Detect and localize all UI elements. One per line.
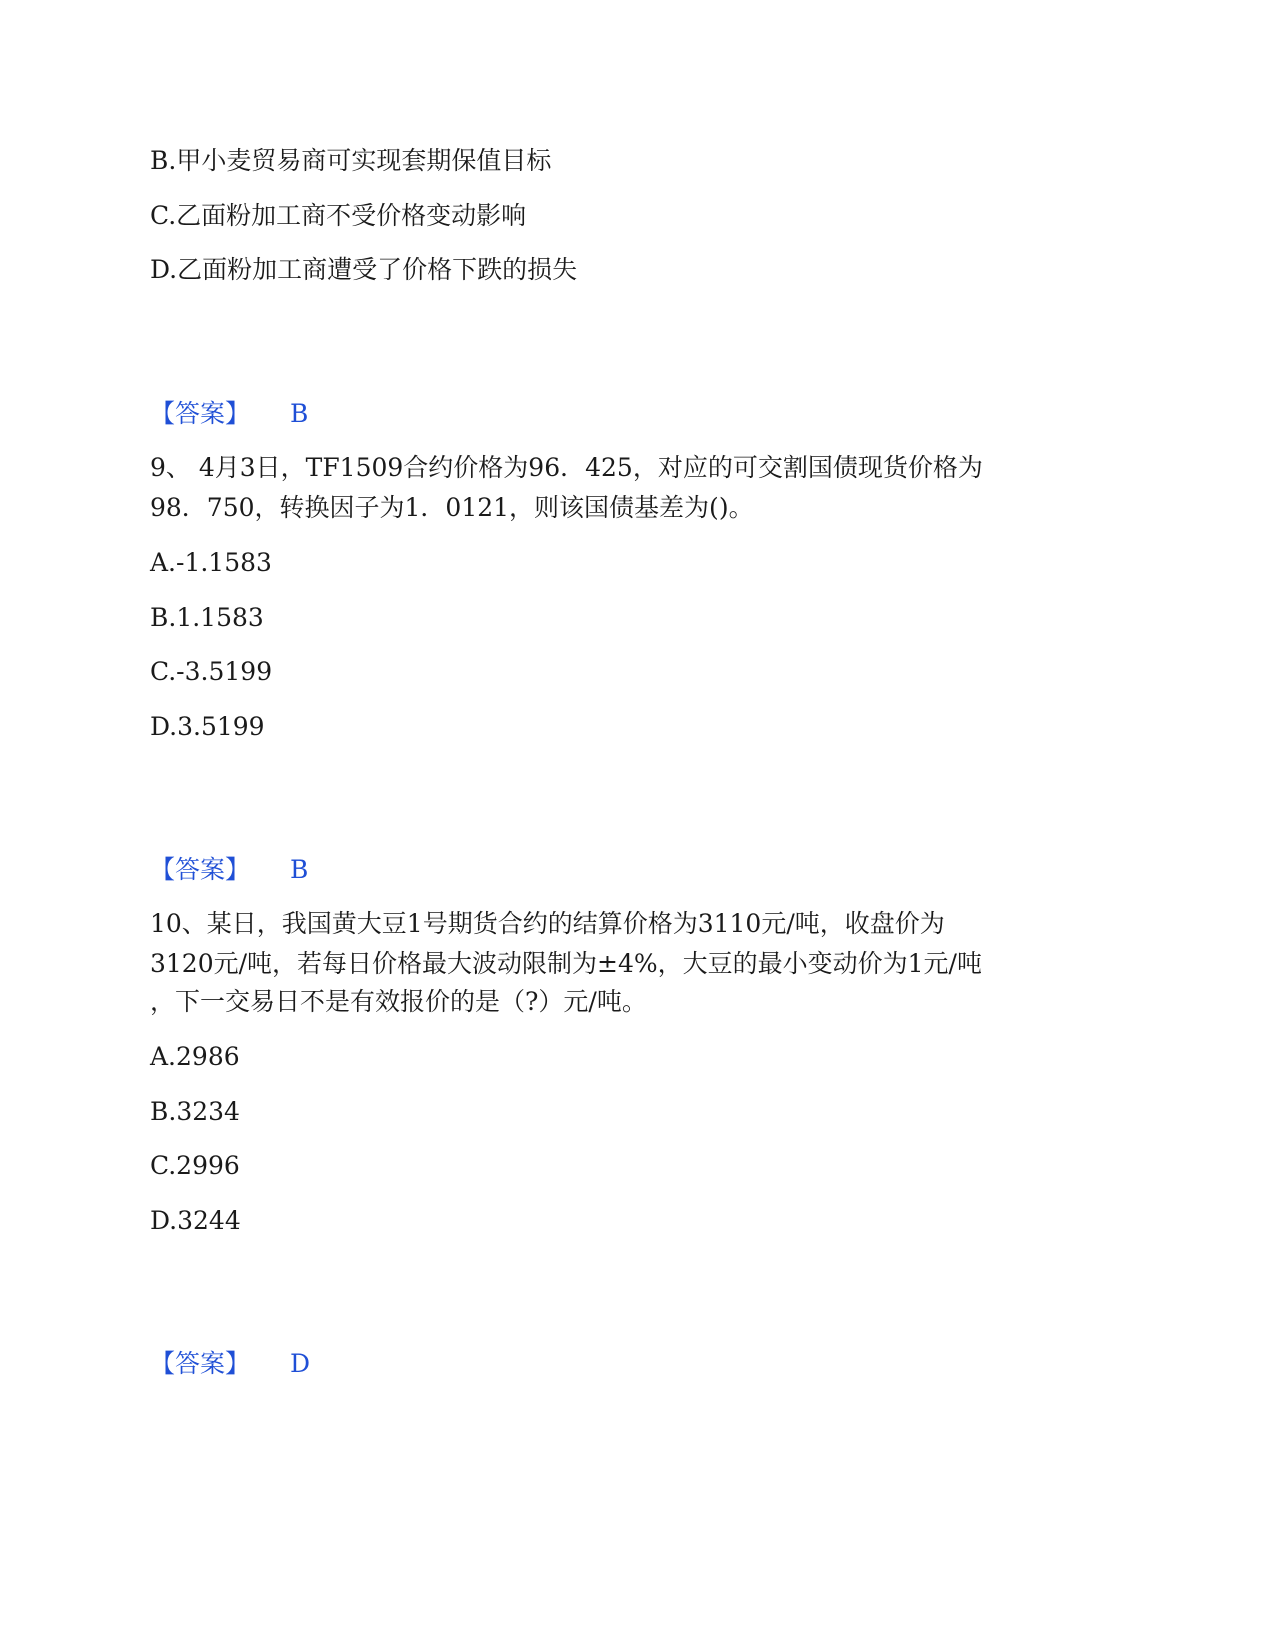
answer-value: B xyxy=(290,399,309,428)
q10-option-a: A.2986 xyxy=(150,1042,240,1071)
q8-option-b: B.甲小麦贸易商可实现套期保值目标 xyxy=(150,146,552,175)
q9-stem-line-2: 98．750，转换因子为1．0121，则该国债基差为()。 xyxy=(150,493,754,522)
q9-stem-line-1: 9、 4月3日，TF1509合约价格为96．425，对应的可交割国债现货价格为 xyxy=(150,453,983,482)
answer-label: 【答案】 xyxy=(150,855,251,884)
q10-stem-line-3: ，下一交易日不是有效报价的是（?）元/吨。 xyxy=(150,987,647,1016)
q9-option-d: D.3.5199 xyxy=(150,712,265,741)
q8-option-c: C.乙面粉加工商不受价格变动影响 xyxy=(150,201,527,230)
answer-label: 【答案】 xyxy=(150,399,251,428)
q10-option-d: D.3244 xyxy=(150,1206,241,1235)
q10-option-c: C.2996 xyxy=(150,1151,240,1180)
q10-stem-line-1: 10、某日，我国黄大豆1号期货合约的结算价格为3110元/吨，收盘价为 xyxy=(150,909,945,938)
answer-value: B xyxy=(290,855,309,884)
q10-answer xyxy=(150,1348,310,1380)
answer-value: D xyxy=(290,1349,311,1378)
q9-answer xyxy=(150,854,308,886)
q9-option-c: C.-3.5199 xyxy=(150,657,273,686)
answer-label: 【答案】 xyxy=(150,1349,251,1378)
q10-option-b: B.3234 xyxy=(150,1097,240,1126)
q9-option-a: A.-1.1583 xyxy=(150,548,272,577)
q9-option-b: B.1.1583 xyxy=(150,603,264,632)
q8-answer xyxy=(150,398,308,430)
q10-stem-line-2: 3120元/吨，若每日价格最大波动限制为±4%，大豆的最小变动价为1元/吨 xyxy=(150,949,982,978)
q8-option-d: D.乙面粉加工商遭受了价格下跌的损失 xyxy=(150,255,578,284)
